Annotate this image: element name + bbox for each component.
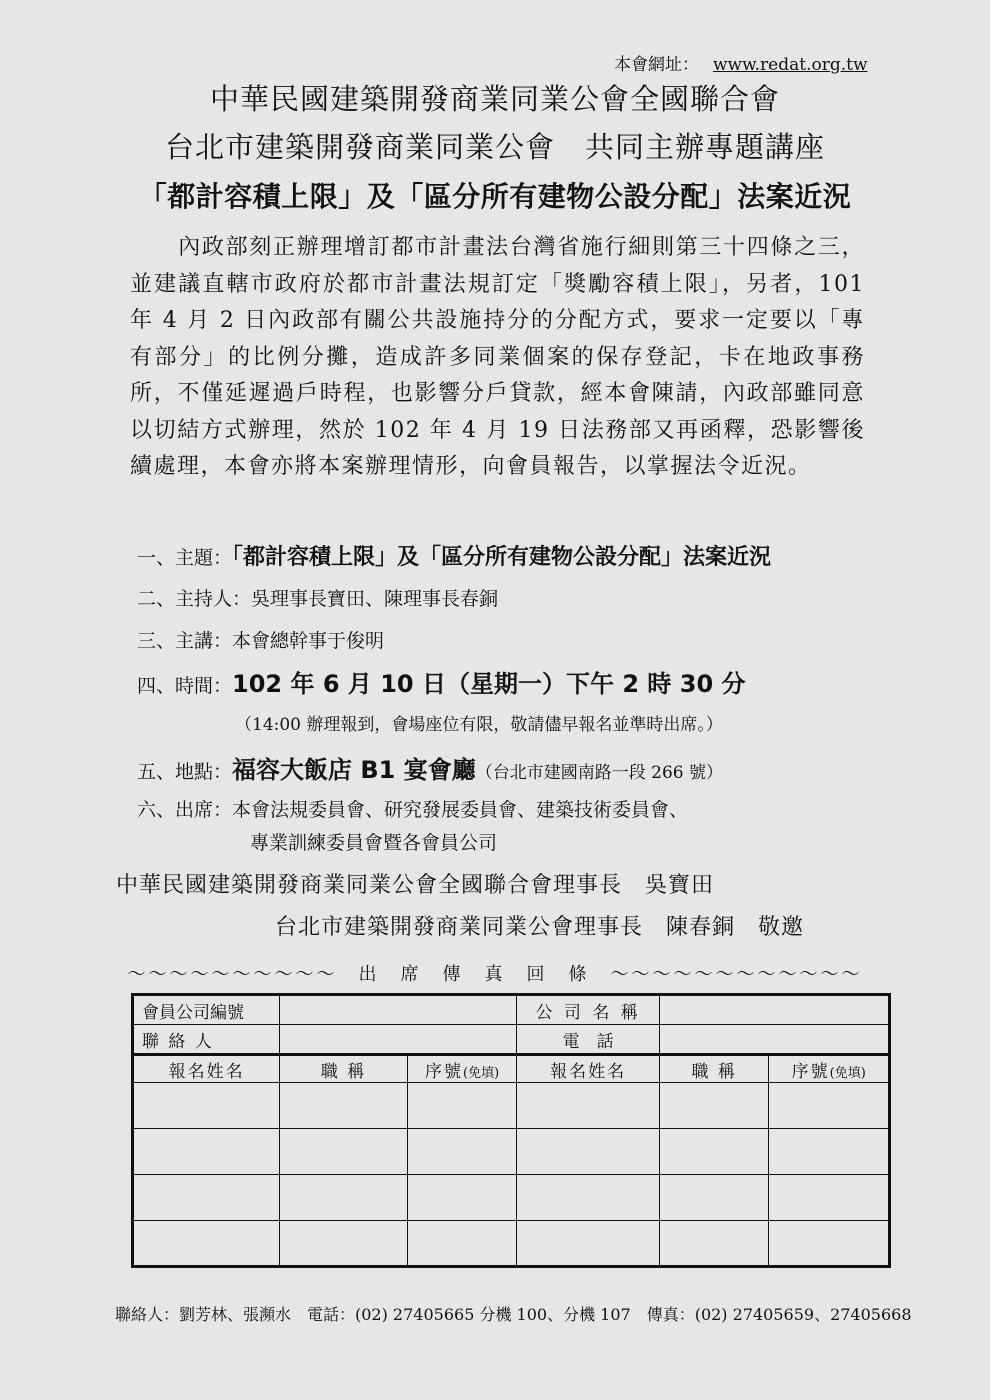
col-serial-1: 序號(免填) xyxy=(407,1055,517,1083)
title-cell[interactable] xyxy=(280,1129,407,1175)
title-line-3: 「都計容積上限」及「區分所有建物公設分配」法案近況 xyxy=(138,180,852,213)
intro-text: 內政部刻正辦理增訂都市計畫法台灣省施行細則第三十四條之三，並建議直轄市政府於都市計畫法規訂定「獎勵容積上限」，另者，101 年 4 月 2 日內政部有關公共設施持分的分配方式，要求一定要以「專有部分」的比例分攤，造成許多同業個案的保存登記，卡在地政事務所，不僅延遲過戶時程，也影響分戶貸款，經本會陳請，內政部雖同意以切結方式辦理，然於 102 年 4 月 19 日法務部又再函釋，恐影響後續處理，本會亦將本案辦理情形，向會員報告，以掌握法令近況。 xyxy=(130,235,865,479)
attend-line-2: 專業訓練委員會暨各會員公司 xyxy=(250,832,498,854)
name-cell[interactable] xyxy=(133,1175,280,1221)
fax-reply-form xyxy=(131,993,891,1268)
website-line xyxy=(614,50,868,75)
col-serial-2: 序號(免填) xyxy=(769,1055,890,1083)
serial-cell[interactable] xyxy=(769,1129,890,1175)
host-value: 吳理事長寶田、陳理事長春銅 xyxy=(251,588,499,610)
venue-value: 福容大飯店 B1 宴會廳 xyxy=(232,756,476,784)
table-row xyxy=(133,1129,890,1175)
attend-line-1: 本會法規委員會、研究發展委員會、建築技術委員會、 xyxy=(232,799,689,821)
signature-line-2: 台北市建築開發商業同業公會理事長 陳春銅 敬邀 xyxy=(275,915,805,940)
title-cell[interactable] xyxy=(280,1221,407,1267)
footer-contact: 聯絡人：劉芳林、張瀕水 電話：(02) 27405665 分機 100、分機 107 傳真：(02) 27405659、27405668 xyxy=(115,1305,912,1324)
phone-label: 電 話 xyxy=(517,1025,659,1055)
serial-cell[interactable] xyxy=(769,1221,890,1267)
name-cell[interactable] xyxy=(517,1083,659,1129)
topic-label: 一、主題： xyxy=(137,547,233,569)
contact-label: 聯 絡 人 xyxy=(133,1025,280,1055)
table-row xyxy=(133,1083,890,1129)
title-cell[interactable] xyxy=(659,1129,769,1175)
serial-cell[interactable] xyxy=(407,1083,517,1129)
signature-line-1: 中華民國建築開發商業同業公會全國聯合會理事長 吳寶田 xyxy=(116,873,715,898)
table-row xyxy=(133,1175,890,1221)
name-cell[interactable] xyxy=(133,1083,280,1129)
title-cell[interactable] xyxy=(280,1175,407,1221)
attend-label: 六、出席： xyxy=(137,799,233,821)
fax-form-header: ～～～～～～～～～～ 出 席 傳 真 回 條 ～～～～～～～～～～～～ xyxy=(127,964,863,985)
item-attend xyxy=(137,795,688,822)
title-cell[interactable] xyxy=(659,1221,769,1267)
company-name-label: 公 司 名 稱 xyxy=(517,995,659,1025)
title-cell[interactable] xyxy=(659,1083,769,1129)
name-cell[interactable] xyxy=(517,1175,659,1221)
website-label: 本會網址： xyxy=(614,55,699,75)
time-value: 102 年 6 月 10 日（星期一）下午 2 時 30 分 xyxy=(232,670,746,698)
name-cell[interactable] xyxy=(133,1129,280,1175)
member-id-field[interactable] xyxy=(280,995,517,1025)
company-name-field[interactable] xyxy=(659,995,889,1025)
serial-cell[interactable] xyxy=(407,1221,517,1267)
title-cell[interactable] xyxy=(280,1083,407,1129)
serial-cell[interactable] xyxy=(407,1129,517,1175)
speaker-value: 本會總幹事于俊明 xyxy=(232,630,385,652)
time-label: 四、時間： xyxy=(137,675,233,697)
table-row xyxy=(133,1221,890,1267)
contact-field[interactable] xyxy=(280,1025,517,1055)
phone-field[interactable] xyxy=(659,1025,889,1055)
item-venue xyxy=(137,750,723,785)
serial-cell[interactable] xyxy=(407,1175,517,1221)
website-url[interactable]: www.redat.org.tw xyxy=(713,55,868,75)
title-line-1: 中華民國建築開發商業同業公會全國聯合會 xyxy=(209,82,780,116)
title-cell[interactable] xyxy=(659,1175,769,1221)
topic-value: 「都計容積上限」及「區分所有建物公設分配」法案近況 xyxy=(232,545,772,570)
name-cell[interactable] xyxy=(133,1221,280,1267)
name-cell[interactable] xyxy=(517,1129,659,1175)
member-id-label: 會員公司編號 xyxy=(133,995,280,1025)
serial-cell[interactable] xyxy=(769,1175,890,1221)
item-time xyxy=(137,664,746,699)
venue-address: （台北市建國南路一段 266 號） xyxy=(475,763,723,783)
speaker-label: 三、主講： xyxy=(137,630,233,652)
title-line-2: 台北市建築開發商業同業公會 共同主辦專題講座 xyxy=(164,130,825,164)
venue-label: 五、地點： xyxy=(137,761,233,783)
item-host xyxy=(137,584,498,611)
time-note: （14:00 辦理報到，會場座位有限，敬請儘早報名並準時出席。） xyxy=(235,715,723,735)
col-title-1: 職 稱 xyxy=(280,1055,407,1083)
serial-cell[interactable] xyxy=(769,1083,890,1129)
item-topic xyxy=(137,540,771,571)
item-speaker xyxy=(137,626,384,653)
intro-paragraph xyxy=(130,230,865,486)
col-title-2: 職 稱 xyxy=(659,1055,769,1083)
host-label: 二、主持人： xyxy=(137,588,252,610)
name-cell[interactable] xyxy=(517,1221,659,1267)
col-name-1: 報名姓名 xyxy=(133,1055,280,1083)
col-name-2: 報名姓名 xyxy=(517,1055,659,1083)
